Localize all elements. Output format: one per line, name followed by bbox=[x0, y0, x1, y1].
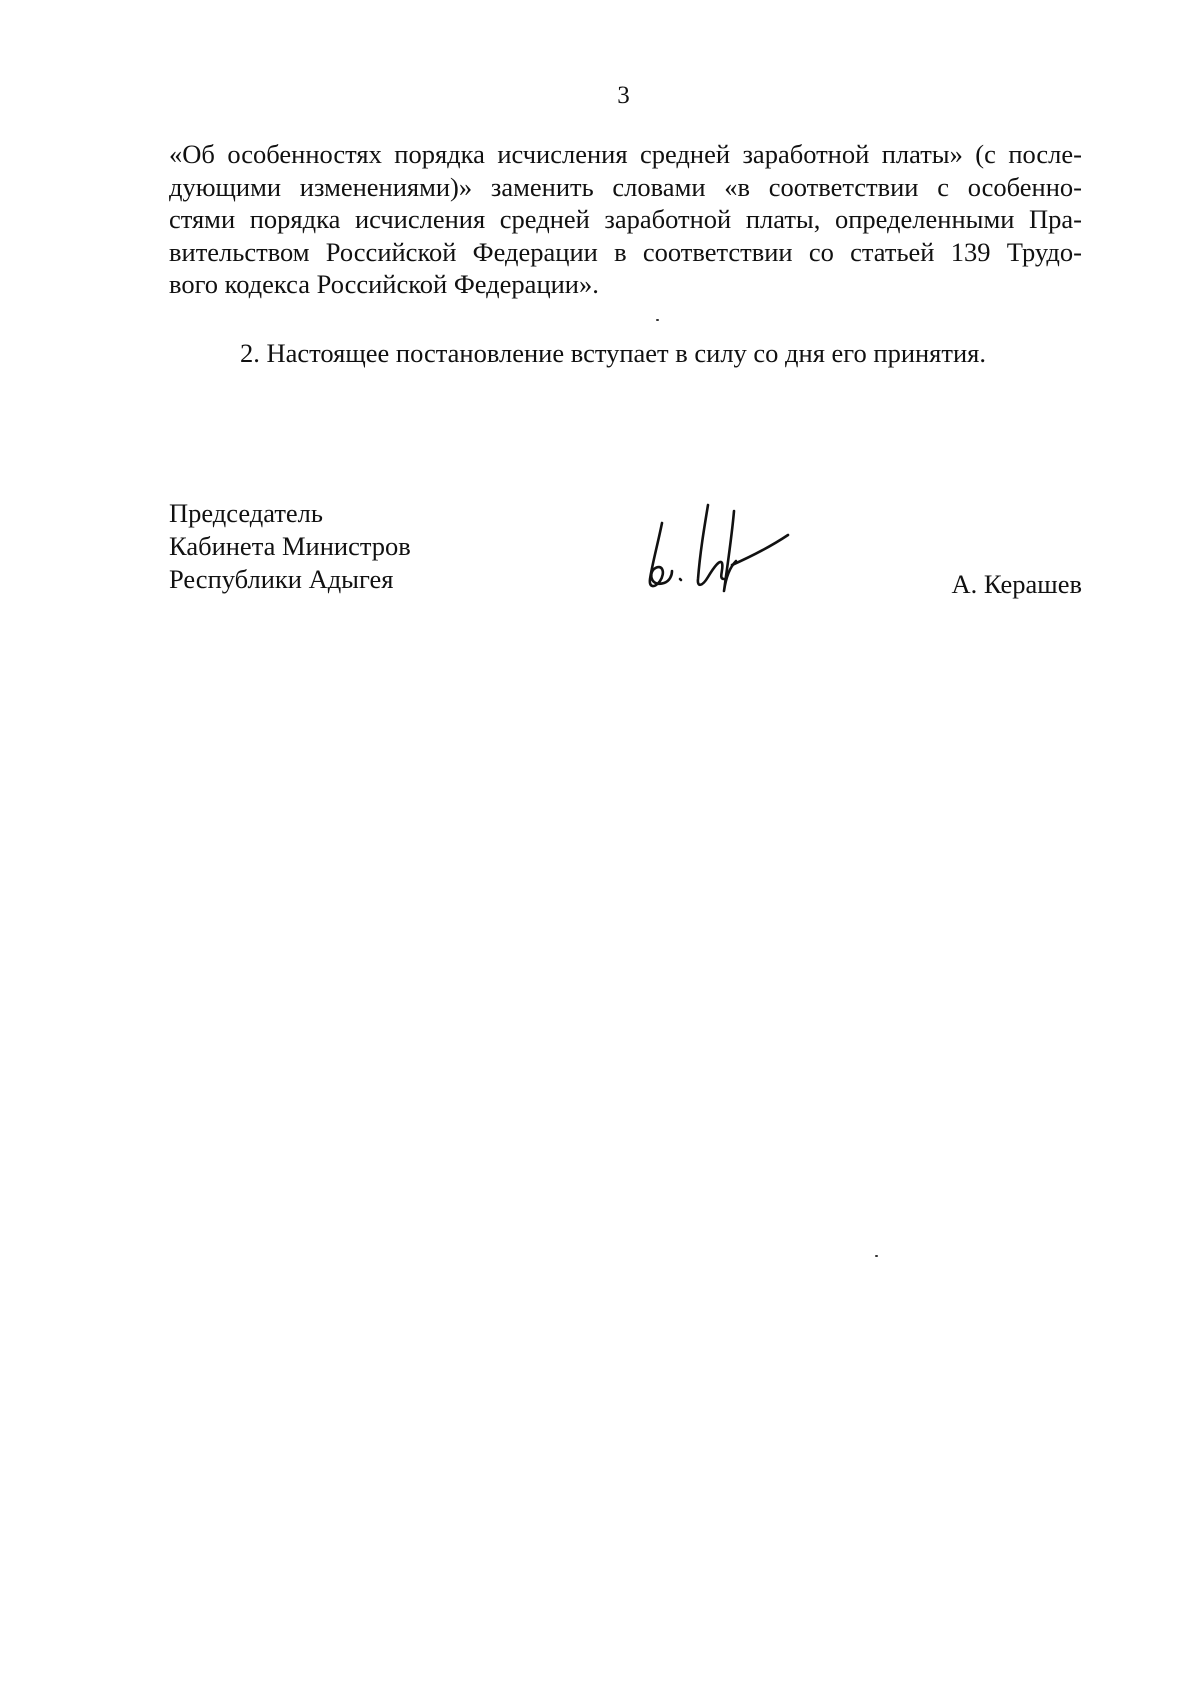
paragraph-line: вительством Российской Федерации в соответствии со статьей 139 Трудо- bbox=[169, 236, 1082, 267]
scan-speck bbox=[656, 319, 659, 321]
signatory-title-line: Республики Адыгея bbox=[169, 564, 394, 594]
scan-speck bbox=[875, 1255, 878, 1257]
signatory-title bbox=[169, 497, 489, 596]
handwritten-signature bbox=[638, 495, 808, 603]
paragraph-continued bbox=[169, 138, 1082, 301]
paragraph-line: вого кодекса Российской Федерации». bbox=[169, 269, 599, 299]
paragraph-line: стями порядка исчисления средней заработной платы, определенными Пра- bbox=[169, 204, 1082, 234]
page-number: 3 bbox=[617, 82, 630, 109]
paragraph-line: дующими изменениями)» заменить словами «в соответствии с особенно- bbox=[169, 171, 1082, 202]
paragraph-2: 2. Настоящее постановление вступает в силу со дня его принятия. bbox=[240, 338, 986, 368]
paragraph-line: «Об особенностях порядка исчисления средней заработной платы» (с после- bbox=[169, 139, 1082, 169]
signatory-title-line: Председатель bbox=[169, 498, 323, 528]
signer-name: А. Керашев bbox=[951, 569, 1082, 599]
signatory-title-line: Кабинета Министров bbox=[169, 531, 411, 561]
